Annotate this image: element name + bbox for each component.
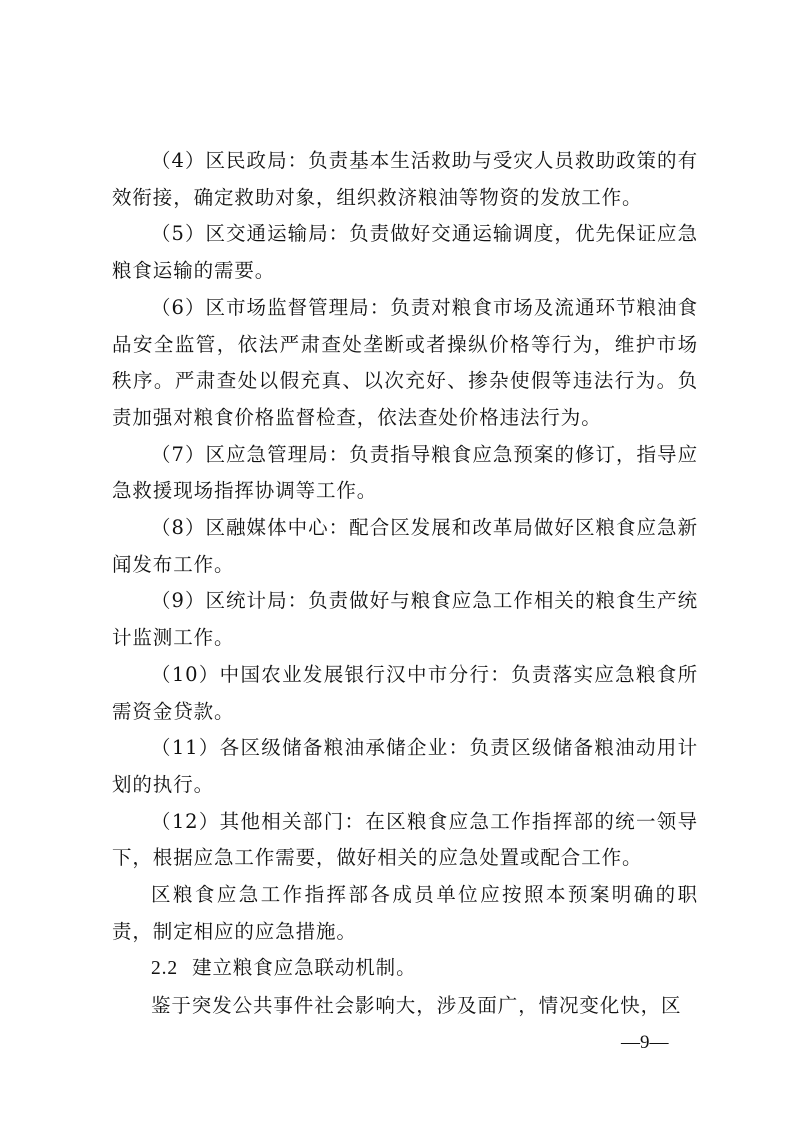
paragraph-member-units: 区粮食应急工作指挥部各成员单位应按照本预案明确的职责，制定相应的应急措施。 xyxy=(112,883,698,943)
paragraph-transport: （5）区交通运输局：负责做好交通运输调度，优先保证应急粮食运输的需要。 xyxy=(112,222,698,283)
page-number: —9— xyxy=(621,1032,669,1053)
section-heading xyxy=(112,950,698,988)
document-body xyxy=(112,143,698,1025)
paragraph-media-center: （8）区融媒体中心：配合区发展和改革局做好区粮食应急新闻发布工作。 xyxy=(112,516,698,576)
section-title: 建立粮食应急联动机制。 xyxy=(192,956,417,980)
paragraph-storage-enterprises: （11）各区级储备粮油承储企业：负责区级储备粮油动用计划的执行。 xyxy=(112,736,698,796)
paragraph-market-supervision: （6）区市场监督管理局：负责对粮食市场及流通环节粮油食品安全监管，依法严肃查处垄断或者操纵价格等行为，维护市场秩序。严肃查处以假充真、以次充好、掺杂使假等违法行为。负责加强对粮食价格监督检查，依法查处价格违法行为。 xyxy=(112,295,698,429)
paragraph-continuation: 鉴于突发公共事件社会影响大，涉及面广，情况变化快，区 xyxy=(151,994,682,1018)
section-number: 2.2 xyxy=(151,958,179,980)
paragraph-agricultural-bank: （10）中国农业发展银行汉中市分行：负责落实应急粮食所需资金贷款。 xyxy=(112,662,698,723)
paragraph-civil-affairs: （4）区民政局：负责基本生活救助与受灾人员救助政策的有效衔接，确定救助对象，组织救济粮油等物资的发放工作。 xyxy=(112,149,698,209)
paragraph-other-departments: （12）其他相关部门：在区粮食应急工作指挥部的统一领导下，根据应急工作需要，做好相关的应急处置或配合工作。 xyxy=(112,809,698,870)
paragraph-emergency-management: （7）区应急管理局：负责指导粮食应急预案的修订，指导应急救援现场指挥协调等工作。 xyxy=(112,442,698,503)
paragraph-statistics: （9）区统计局：负责做好与粮食应急工作相关的粮食生产统计监测工作。 xyxy=(112,589,698,650)
